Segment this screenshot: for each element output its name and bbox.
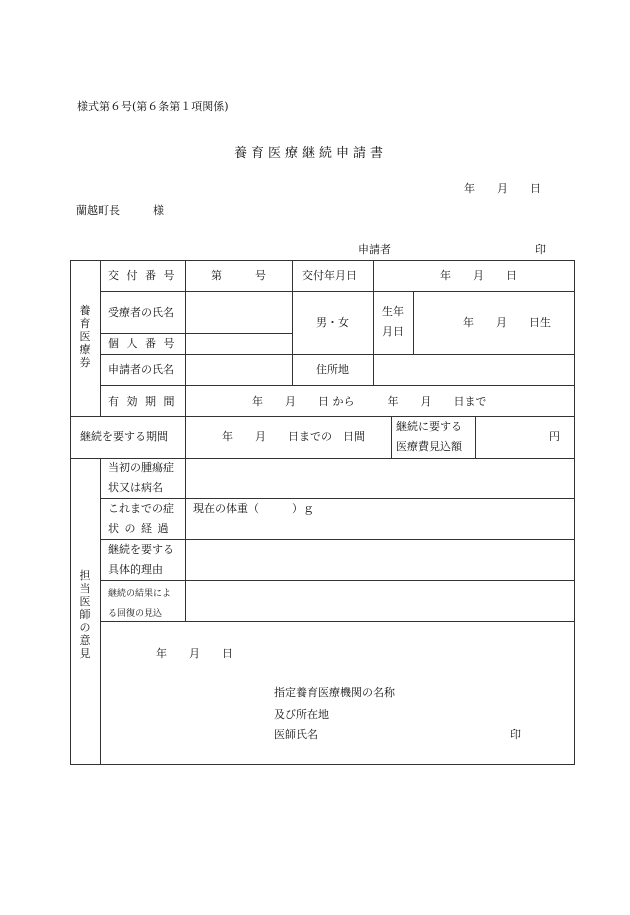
initial-condition-label-line2: 状又は病名	[108, 481, 163, 494]
patient-name-label: 受療者の氏名	[108, 306, 174, 319]
personal-number-field[interactable]	[186, 334, 292, 354]
submission-date[interactable]: 年 月 日	[464, 182, 541, 195]
doctor-name-label: 医師氏名	[274, 728, 318, 741]
progress-label-line2: 状 の 経 過	[108, 522, 170, 535]
cost-field[interactable]	[476, 417, 546, 458]
recovery-label-line1: 継続の結果によ	[108, 589, 172, 599]
reason-label-line1: 継続を要する	[108, 543, 174, 556]
birth-label-line1: 生年	[382, 305, 404, 318]
cost-label-line1: 継続に要する	[396, 420, 462, 433]
addressee: 蘭越町長 様	[76, 204, 164, 217]
valid-period-label: 有 効 期 間	[108, 395, 177, 408]
birth-date-field[interactable]: 年 月 日生	[463, 316, 551, 329]
certificate-section-label: 養育医療券	[79, 304, 91, 369]
applicant-name-label: 申請者の氏名	[108, 363, 174, 376]
applicant-label: 申請者	[358, 243, 391, 256]
applicant-name-field[interactable]	[186, 355, 292, 385]
reason-field[interactable]	[186, 540, 574, 580]
issue-number-label: 交 付 番 号	[108, 269, 177, 282]
institution-label-line2: 及び所在地	[274, 708, 329, 721]
cost-label-line2: 医療費見込額	[396, 440, 462, 453]
address-field[interactable]	[374, 355, 574, 385]
institution-label-line1: 指定養育医療機関の名称	[274, 686, 395, 699]
patient-name-field[interactable]	[186, 292, 292, 333]
applicant-seal: 印	[535, 243, 546, 256]
personal-number-label: 個 人 番 号	[108, 337, 177, 350]
doctor-seal: 印	[510, 728, 521, 741]
issue-date-label: 交付年月日	[302, 269, 357, 282]
progress-label-line1: これまでの症	[108, 502, 174, 515]
doctor-section-label: 担当医師の意見	[79, 569, 91, 660]
continuation-period-field[interactable]: 年 月 日までの 日間	[222, 430, 365, 443]
reason-label-line2: 具体的理由	[108, 563, 163, 576]
initial-condition-field[interactable]	[186, 459, 574, 498]
valid-period-field[interactable]: 年 月 日 から 年 月 日まで	[252, 395, 487, 408]
current-weight-field[interactable]: 現在の体重（ ）ｇ	[193, 502, 314, 515]
address-label: 住所地	[316, 363, 349, 376]
opinion-date-field[interactable]: 年 月 日	[156, 647, 233, 660]
sex-field[interactable]: 男・女	[316, 316, 349, 329]
continuation-period-label: 継続を要する期間	[80, 430, 168, 443]
page-title: 養育医療継続申請書	[234, 146, 388, 161]
cost-unit: 円	[549, 430, 560, 443]
issue-date-field[interactable]: 年 月 日	[440, 269, 517, 282]
recovery-label-line2: る回復の見込	[108, 609, 163, 619]
recovery-field[interactable]	[186, 581, 574, 621]
initial-condition-label-line1: 当初の腫瘍症	[108, 461, 174, 474]
form-number: 様式第６号(第６条第１項関係)	[77, 100, 229, 113]
birth-label-line2: 月日	[382, 325, 404, 338]
issue-number-field[interactable]: 第 号	[211, 269, 266, 282]
